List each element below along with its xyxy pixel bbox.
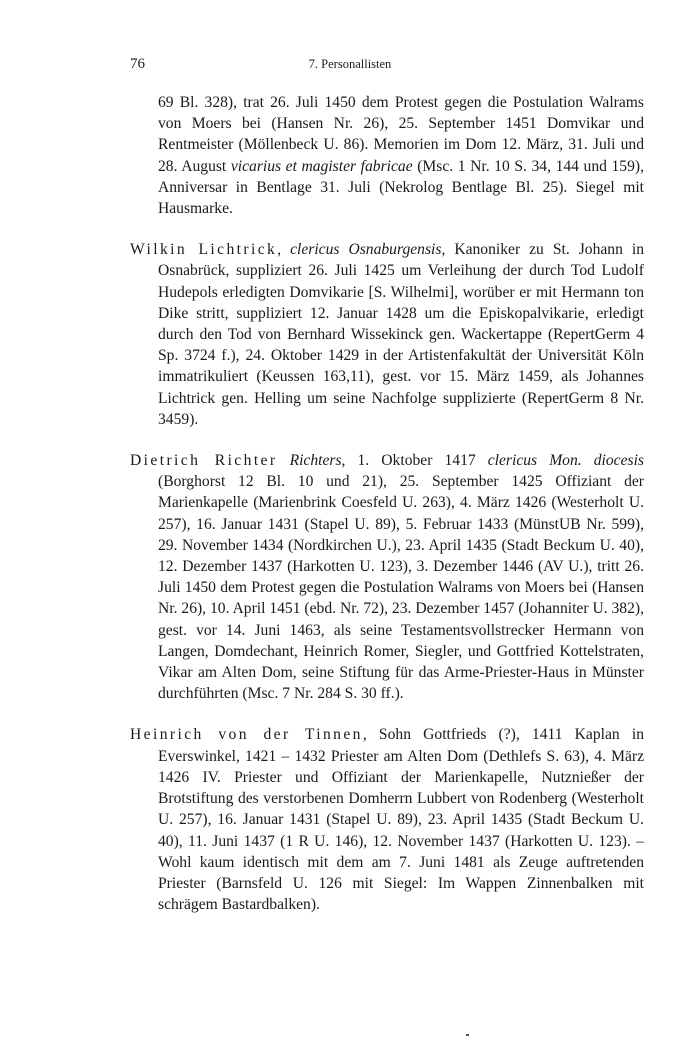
entry-name: Heinrich von der Tinnen xyxy=(130,726,363,744)
latin-phrase: vicarius et magister fabricae xyxy=(230,157,413,175)
biographical-entry xyxy=(130,724,644,915)
entry-text: (Borghorst 12 Bl. 10 und 21), 25. September 1425 Offiziant der Marienkapelle (Marienbrink Coesfeld U. 263), 4. März 1426 (Westerholt U. 257), 16. Januar 1431 (Stapel U. 89), 5. Februar 1433 (MünstUB Nr. 599), 29. November 1434 (Nordkirchen U.), 23. April 1435 (Stadt Beckum U. 40), 12. Dezember 1437 (Harkotten U. 123), 3. Dezember 1446 (AV U.), tritt 26. Juli 1450 dem Protest gegen die Postulation Walrams von Moers bei (Hansen Nr. 26), 10. April 1451 (ebd. Nr. 72), 23. Dezember 1457 (Johanniter U. 382), gest. vor 14. Juni 1463, als seine Testamentsvollstrecker Hermann von Langen, Domdechant, Heinrich Romer, Siegler, und Gottfried Kottelstraten, Vikar am Alten Dom, seine Stiftung für das Arme-Priester-Haus in Münster durchführten (Msc. 7 Nr. 284 S. 30 ff.). xyxy=(158,473,644,703)
entry-text: , 1. Oktober 1417 xyxy=(341,452,488,470)
entry-text: , Kanoniker zu St. Johann in Osnabrück, suppliziert 26. Juli 1425 um Verleihung der durch Tod Ludolf Hudepols erledigten Domvikarie [S. Wilhelmi], worüber er mit Hermann ton Dike stritt, suppliziert 12. Januar 1428 um die Episkopalvikarie, erledigt durch den Tod von Bernhard Wissekinck gen. Wackertappe (RepertGerm 4 Sp. 3724 f.), 24. Oktober 1429 in der Artistenfakultät der Universität Köln immatrikuliert (Keussen 163,11), gest. vor 15. März 1459, als Johannes Lichtrick gen. Helling um seine Nachfolge supplizierte (RepertGerm 8 Nr. 3459). xyxy=(158,241,644,428)
biographical-entry xyxy=(130,450,644,704)
latin-phrase: Richters xyxy=(289,452,342,470)
body-text xyxy=(130,92,644,935)
entry-text: 69 Bl. 328), trat 26. Juli 1450 dem Protest gegen die Postulation Walrams von Moers bei (Hansen Nr. 26), 25. September 1451 Domvikar und Rentmeister (Möllenbeck U. 86). Memorien im Dom 12. März, 31. Juli und 28. August xyxy=(158,94,644,175)
latin-phrase: clericus Osnaburgensis xyxy=(290,241,442,259)
page-header xyxy=(130,56,570,76)
entry-text: , Sohn Gottfrieds (?), 1411 Kaplan in Everswinkel, 1421 – 1432 Priester am Alten Dom (Dethlefs S. 63), 4. März 1426 IV. Priester und Offiziant der Marienkapelle, Nutznießer der Brotstiftung des verstorbenen Domherrn Lubbert von Rodenberg (Westerholt U. 257), 16. Januar 1431 (Stapel U. 89), 23. April 1435 (Stadt Beckum U. 40), 11. Juni 1437 (1 R U. 146), 12. November 1437 (Harkotten U. 123). – Wohl kaum identisch mit dem am 7. Juni 1481 als Zeuge auftretenden Priester (Barnsfeld U. 126 mit Siegel: Im Wappen Zinnenbalken mit schrägem Bastardbalken). xyxy=(158,726,644,914)
biographical-entry xyxy=(130,239,644,430)
entry-name: Wilkin Lichtrick xyxy=(130,241,278,259)
entry-name: Dietrich Richter xyxy=(130,452,278,470)
running-head: 7. Personallisten xyxy=(308,57,392,71)
continued-entry xyxy=(130,92,644,219)
page-number: 76 xyxy=(130,56,145,72)
entry-text: (Msc. 1 Nr. 10 S. 34, 144 und 159), Anniversar in Bentlage 31. Juli (Nekrolog Bentlage Bl. 25). Siegel mit Hausmarke. xyxy=(158,157,644,218)
footer-mark xyxy=(466,1034,469,1036)
entry-text: , xyxy=(277,241,291,259)
latin-phrase: clericus Mon. diocesis xyxy=(487,452,644,470)
entry-text xyxy=(277,452,289,469)
